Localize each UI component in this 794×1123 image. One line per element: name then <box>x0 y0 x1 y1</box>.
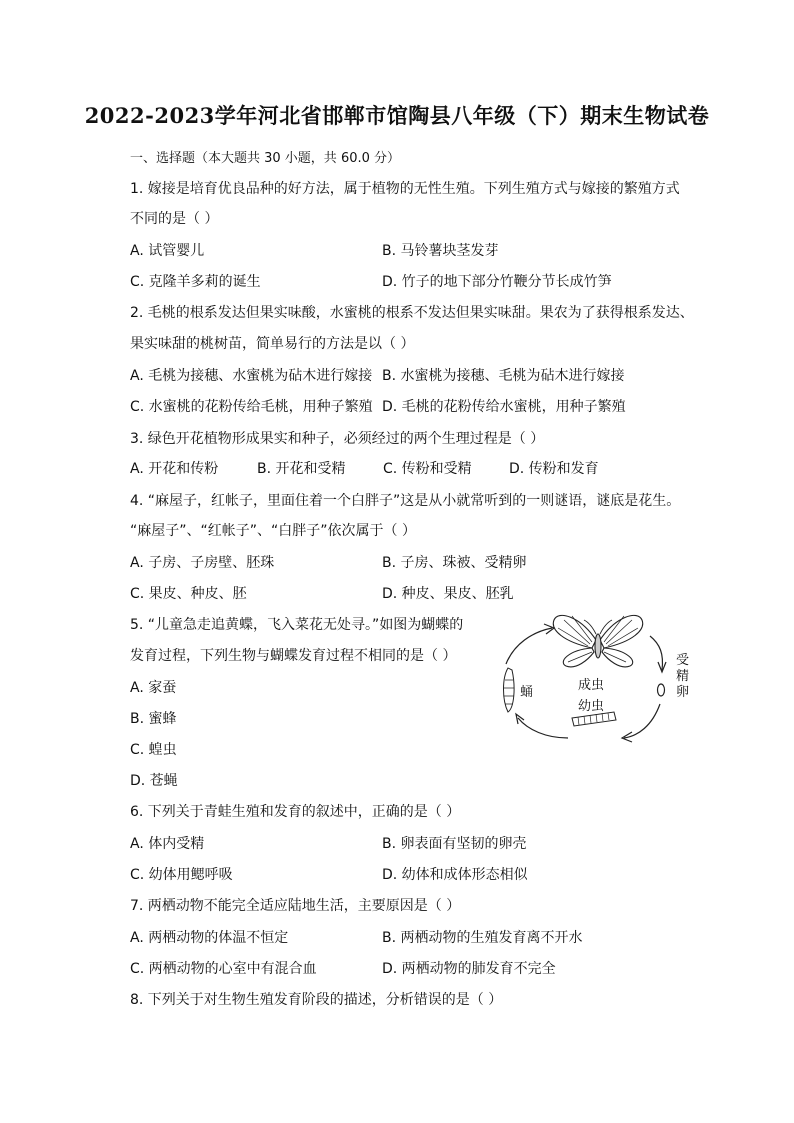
question-7-option-d: D. 两栖动物的肺发育不完全 <box>382 961 556 977</box>
butterfly-life-cycle-diagram <box>492 608 698 753</box>
question-1-option-d: D. 竹子的地下部分竹鞭分节长成竹笋 <box>382 274 612 290</box>
question-8-stem: 8. 下列关于对生物生殖发育阶段的描述，分析错误的是（ ） <box>130 992 503 1008</box>
egg-label-char-1: 受 <box>676 653 690 668</box>
question-3-option-b: B. 开花和受精 <box>257 461 346 477</box>
larva-label: 幼虫 <box>578 699 605 714</box>
egg-icon <box>658 684 665 696</box>
question-5-option-a: A. 家蚕 <box>130 680 177 696</box>
egg-label-char-2: 精 <box>676 669 690 684</box>
adult-label: 成虫 <box>578 678 605 693</box>
question-7-option-a: A. 两栖动物的体温不恒定 <box>130 930 289 946</box>
question-4-option-d: D. 种皮、果皮、胚乳 <box>382 586 514 602</box>
egg-label-char-3: 卵 <box>676 685 690 700</box>
pupa-label: 蛹 <box>520 685 534 700</box>
question-5-stem-line-1: 5. “儿童急走追黄蝶，飞入菜花无处寻。”如图为蝴蝶的 <box>130 617 464 633</box>
question-2-stem-line-1: 2. 毛桃的根系发达但果实味酸，水蜜桃的根系不发达但果实味甜。果农为了获得根系发达、 <box>130 305 694 321</box>
question-2-option-a: A. 毛桃为接穗、水蜜桃为砧木进行嫁接 <box>130 368 373 384</box>
question-1-stem-line-1: 1. 嫁接是培育优良品种的好方法，属于植物的无性生殖。下列生殖方式与嫁接的繁殖方式 <box>130 181 680 197</box>
question-4-stem-line-2: “麻屋子”、“红帐子”、“白胖子”依次属于（ ） <box>130 523 416 539</box>
question-1-option-b: B. 马铃薯块茎发芽 <box>382 243 499 259</box>
question-2-option-b: B. 水蜜桃为接穗、毛桃为砧木进行嫁接 <box>382 368 625 384</box>
question-6-option-a: A. 体内受精 <box>130 836 205 852</box>
question-5-stem-line-2: 发育过程，下列生物与蝴蝶发育过程不相同的是（ ） <box>130 648 457 664</box>
question-2-option-d: D. 毛桃的花粉传给水蜜桃，用种子繁殖 <box>382 399 626 415</box>
question-5-option-d: D. 苍蝇 <box>130 773 178 789</box>
question-7-option-c: C. 两栖动物的心室中有混合血 <box>130 961 317 977</box>
question-4-option-b: B. 子房、珠被、受精卵 <box>382 555 527 571</box>
question-2-option-c: C. 水蜜桃的花粉传给毛桃，用种子繁殖 <box>130 399 373 415</box>
question-3-option-c: C. 传粉和受精 <box>383 461 472 477</box>
pupa-icon <box>504 668 515 712</box>
question-5-option-c: C. 蝗虫 <box>130 742 177 758</box>
question-6-option-c: C. 幼体用鳃呼吸 <box>130 867 233 883</box>
question-6-stem: 6. 下列关于青蛙生殖和发育的叙述中，正确的是（ ） <box>130 804 461 820</box>
butterfly-icon <box>553 615 642 667</box>
question-6-option-b: B. 卵表面有坚韧的卵壳 <box>382 836 527 852</box>
question-4-stem-line-1: 4. “麻屋子，红帐子，里面住着一个白胖子”这是从小就常听到的一则谜语，谜底是花生。 <box>130 493 681 509</box>
question-1-option-a: A. 试管婴儿 <box>130 243 205 259</box>
section-heading: 一、选择题（本大题共 30 小题，共 60.0 分） <box>130 151 401 166</box>
question-3-stem: 3. 绿色开花植物形成果实和种子，必须经过的两个生理过程是（ ） <box>130 431 545 447</box>
page-title: 2022-2023学年河北省邯郸市馆陶县八年级（下）期末生物试卷 <box>84 103 710 128</box>
question-1-stem-line-2: 不同的是（ ） <box>130 211 219 227</box>
question-3-option-a: A. 开花和传粉 <box>130 461 219 477</box>
question-6-option-d: D. 幼体和成体形态相似 <box>382 867 528 883</box>
question-2-stem-line-2: 果实味甜的桃树苗，简单易行的方法是以（ ） <box>130 336 415 352</box>
caterpillar-icon <box>572 712 616 726</box>
question-4-option-a: A. 子房、子房壁、胚珠 <box>130 555 275 571</box>
question-7-option-b: B. 两栖动物的生殖发育离不开水 <box>382 930 583 946</box>
question-4-option-c: C. 果皮、种皮、胚 <box>130 586 247 602</box>
question-7-stem: 7. 两栖动物不能完全适应陆地生活，主要原因是（ ） <box>130 898 461 914</box>
question-5-option-b: B. 蜜蜂 <box>130 711 177 727</box>
question-1-option-c: C. 克隆羊多莉的诞生 <box>130 274 261 290</box>
question-3-option-d: D. 传粉和发育 <box>509 461 599 477</box>
